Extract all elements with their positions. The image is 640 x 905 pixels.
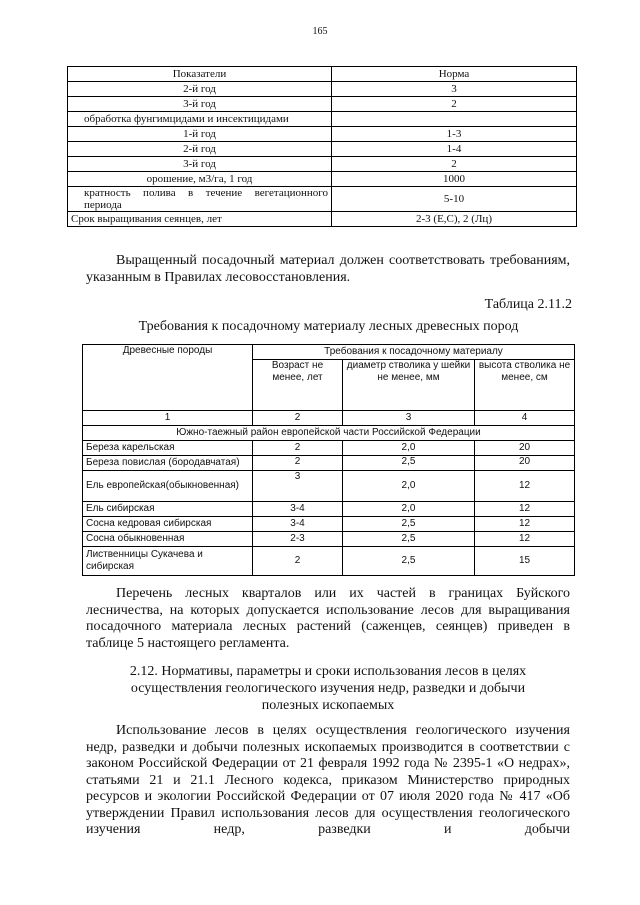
species-name: Ель сибирская	[83, 502, 253, 517]
row-label: 3-й год	[68, 157, 332, 172]
diameter-value: 2,0	[343, 502, 475, 517]
table-row	[68, 127, 577, 142]
row-value: 5-10	[332, 187, 577, 212]
growing-norms-table	[67, 66, 577, 227]
row-value: 2	[332, 157, 577, 172]
age-value: 2	[253, 456, 343, 471]
header-cell: Норма	[332, 67, 577, 82]
species-name: Береза повислая (бородавчатая)	[83, 456, 253, 471]
height-value: 15	[475, 547, 575, 576]
table-row	[83, 517, 575, 532]
age-value: 3-4	[253, 517, 343, 532]
diameter-value: 2,0	[343, 441, 475, 456]
table-row	[83, 441, 575, 456]
age-value: 2	[253, 441, 343, 456]
row-value: 1-4	[332, 142, 577, 157]
region-label: Южно-таежный район европейской части Российской Федерации	[83, 426, 575, 441]
height-value: 12	[475, 502, 575, 517]
paragraph-seedling-requirements: Выращенный посадочный материал должен соответствовать требованиям, указанным в Правилах лесовосстановления.	[86, 253, 570, 285]
table-row	[68, 112, 577, 127]
row-value: 1-3	[332, 127, 577, 142]
header-age: Возраст не менее, лет	[253, 360, 343, 411]
paragraph-geology-usage: Использование лесов в целях осуществления геологического изучения недр, разведки и добычи полезных ископаемых производится в соответствии с законом Российской Федерации от 21 февраля 1992 года № 2395-1 «О недрах», статьями 21 и 21.1 Лесного кодекса, приказом Министерство природных ресурсов и экологии Российской Федерации от 07 июля 2020 года № 417 «Об утверждении Правил использования лесов для осуществления геологического изучения недр, разведки и добычи	[86, 723, 570, 837]
page-number: 165	[312, 26, 328, 37]
row-label: 2-й год	[68, 142, 332, 157]
row-value	[332, 112, 577, 127]
header-height: высота стволика не менее, см	[475, 360, 575, 411]
height-value: 12	[475, 532, 575, 547]
table-row	[68, 212, 577, 227]
table-row	[68, 187, 577, 212]
table-row	[83, 547, 575, 576]
column-number: 2	[253, 411, 343, 426]
row-label: кратность полива в течение вегетационного периода	[68, 187, 332, 212]
row-label: 3-й год	[68, 97, 332, 112]
column-number-row	[83, 411, 575, 426]
age-value: 2-3	[253, 532, 343, 547]
diameter-value: 2,5	[343, 456, 475, 471]
table-row	[83, 471, 575, 502]
age-value: 2	[253, 547, 343, 576]
region-row	[83, 426, 575, 441]
row-value: 2-3 (Е,С), 2 (Лц)	[332, 212, 577, 227]
table-row	[68, 142, 577, 157]
diameter-value: 2,5	[343, 517, 475, 532]
column-number: 1	[83, 411, 253, 426]
row-label: Срок выращивания сеянцев, лет	[68, 212, 332, 227]
table-header-row	[83, 345, 575, 360]
row-label: 1-й год	[68, 127, 332, 142]
diameter-value: 2,0	[343, 471, 475, 502]
table-label: Таблица 2.11.2	[484, 297, 572, 312]
species-name: Ель европейская(обыкновенная)	[83, 471, 253, 502]
height-value: 20	[475, 456, 575, 471]
column-number: 4	[475, 411, 575, 426]
row-label: обработка фунгимцидами и инсектицидами	[68, 112, 332, 127]
row-value: 3	[332, 82, 577, 97]
species-name: Береза карельская	[83, 441, 253, 456]
planting-material-table	[82, 344, 575, 576]
table-row	[68, 172, 577, 187]
age-value: 3-4	[253, 502, 343, 517]
row-value: 1000	[332, 172, 577, 187]
header-requirements: Требования к посадочному материалу	[253, 345, 575, 360]
table-row	[83, 502, 575, 517]
table-row	[83, 456, 575, 471]
table-row	[68, 82, 577, 97]
paragraph-quarters-list: Перечень лесных кварталов или их частей в границах Буйского лесничества, на которых допускается использование лесов для выращивания посадочного материала лесных растений (саженцев, сеянцев) приведен в таблице 5 настоящего регламента.	[86, 586, 570, 651]
species-name: Лиственницы Сукачева и сибирская	[83, 547, 253, 576]
height-value: 12	[475, 471, 575, 502]
section-heading: 2.12. Нормативы, параметры и сроки использования лесов в целях осуществления геологического изучения недр, разведки и добычи полезных ископаемых	[129, 664, 527, 713]
row-value: 2	[332, 97, 577, 112]
row-label: 2-й год	[68, 82, 332, 97]
diameter-value: 2,5	[343, 547, 475, 576]
table-row	[68, 97, 577, 112]
table-row	[83, 532, 575, 547]
diameter-value: 2,5	[343, 532, 475, 547]
table-row	[68, 157, 577, 172]
height-value: 20	[475, 441, 575, 456]
species-name: Сосна обыкновенная	[83, 532, 253, 547]
header-cell: Показатели	[68, 67, 332, 82]
table-header-row	[68, 67, 577, 82]
height-value: 12	[475, 517, 575, 532]
row-label: орошение, м3/га, 1 год	[68, 172, 332, 187]
species-name: Сосна кедровая сибирская	[83, 517, 253, 532]
age-value: 3	[253, 471, 343, 502]
header-species: Древесные породы	[83, 345, 253, 411]
table-title: Требования к посадочному материалу лесных древесных пород	[138, 319, 519, 334]
column-number: 3	[343, 411, 475, 426]
header-diameter: диаметр стволика у шейки не менее, мм	[343, 360, 475, 411]
